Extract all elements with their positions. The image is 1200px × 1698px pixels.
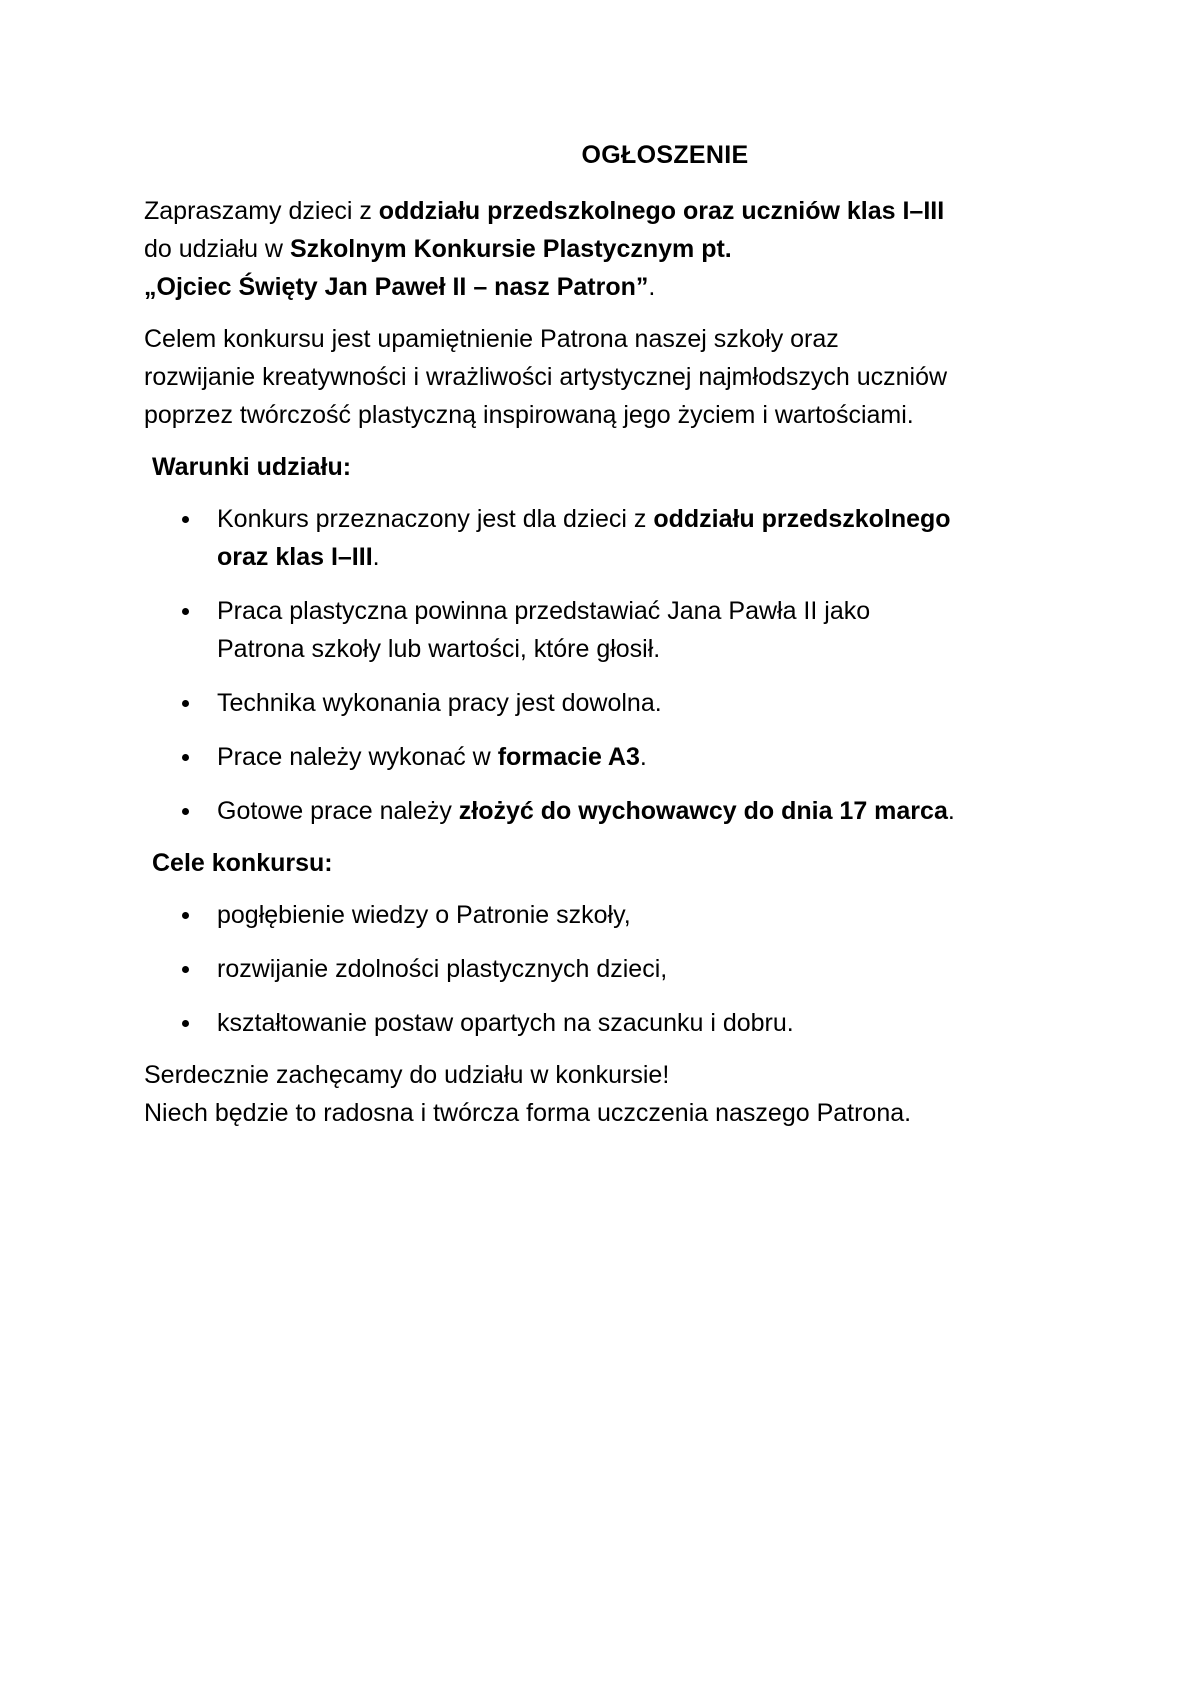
purpose-line-2: rozwijanie kreatywności i wrażliwości artystycznej najmłodszych uczniów: [144, 363, 948, 391]
announcement-title: OGŁOSZENIE: [581, 141, 749, 169]
condition-5-text: Gotowe prace należy: [217, 797, 459, 825]
condition-5-bold: złożyć do wychowawcy do dnia 17 marca: [458, 797, 948, 825]
bullet-icon: [182, 1020, 189, 1027]
condition-1-text: Konkurs przeznaczony jest dla dzieci z: [217, 505, 654, 533]
condition-3-text: Technika wykonania pracy jest dowolna.: [217, 689, 662, 717]
condition-2-line-2: Patrona szkoły lub wartości, które głosił.: [217, 635, 661, 663]
intro-text-3: .: [648, 273, 656, 301]
goal-2-text: rozwijanie zdolności plastycznych dzieci,: [217, 955, 668, 983]
list-item: [144, 1004, 1084, 1042]
condition-1-end: .: [372, 543, 380, 571]
list-item: [144, 792, 1084, 830]
condition-1-bold-1: oddziału przedszkolnego: [653, 505, 951, 533]
intro-bold-contest-title: „Ojciec Święty Jan Paweł II – nasz Patron”: [144, 273, 649, 301]
condition-2-line-1: Praca plastyczna powinna przedstawiać Jana Pawła II jako: [217, 597, 871, 625]
conditions-list: [144, 500, 1084, 830]
closing-line-2: Niech będzie to radosna i twórcza forma uczczenia naszego Patrona.: [144, 1099, 912, 1127]
goal-1-text: pogłębienie wiedzy o Patronie szkoły,: [217, 901, 631, 929]
purpose-line-3: poprzez twórczość plastyczną inspirowaną jego życiem i wartościami.: [144, 401, 914, 429]
document-body: [144, 192, 1084, 1132]
condition-4-end: .: [639, 743, 647, 771]
bullet-icon: [182, 608, 189, 615]
bullet-icon: [182, 912, 189, 919]
condition-4-text: Prace należy wykonać w: [217, 743, 498, 771]
purpose-paragraph: [144, 320, 1084, 434]
condition-5-end: .: [947, 797, 955, 825]
bullet-icon: [182, 966, 189, 973]
goals-list: [144, 896, 1084, 1042]
bullet-icon: [182, 516, 189, 523]
list-item: [144, 738, 1084, 776]
list-item: [144, 592, 1084, 668]
intro-text-2: do udziału w: [144, 235, 290, 263]
intro-text-1: Zapraszamy dzieci z: [144, 197, 379, 225]
list-item: [144, 684, 1084, 722]
intro-paragraph: [144, 192, 1084, 306]
intro-bold-contest-name: Szkolnym Konkursie Plastycznym pt.: [289, 235, 732, 263]
goal-3-text: kształtowanie postaw opartych na szacunku i dobru.: [217, 1009, 794, 1037]
list-item: [144, 500, 1084, 576]
closing-line-1: Serdecznie zachęcamy do udziału w konkursie!: [144, 1061, 670, 1089]
bullet-icon: [182, 754, 189, 761]
intro-bold-participants: oddziału przedszkolnego oraz uczniów klas I–III: [378, 197, 945, 225]
bullet-icon: [182, 808, 189, 815]
purpose-line-1: Celem konkursu jest upamiętnienie Patrona naszej szkoły oraz: [144, 325, 839, 353]
conditions-heading: Warunki udziału:: [152, 453, 352, 481]
condition-4-bold: formacie A3: [497, 743, 640, 771]
bullet-icon: [182, 700, 189, 707]
condition-1-bold-2: oraz klas I–III: [217, 543, 373, 571]
closing-paragraph: [144, 1056, 1084, 1132]
list-item: [144, 896, 1084, 934]
list-item: [144, 950, 1084, 988]
goals-heading: Cele konkursu:: [152, 849, 333, 877]
